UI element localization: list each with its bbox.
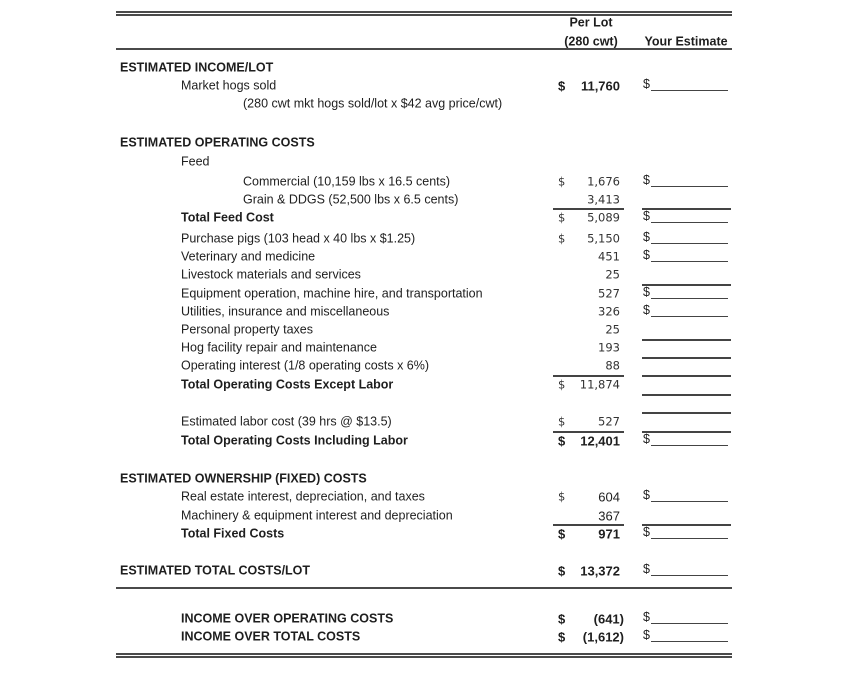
commercial-feed-estimate-field[interactable] xyxy=(643,173,728,188)
fixed-subtotal-rule xyxy=(553,524,624,526)
your-estimate-header: Your Estimate xyxy=(644,34,728,49)
purchase-pigs-estimate-field[interactable] xyxy=(643,230,728,245)
equipment-operation-label: Equipment operation, machine hire, and transportation xyxy=(181,286,483,301)
veterinary-estimate-field[interactable] xyxy=(643,248,728,263)
total-costs-estimate-field[interactable] xyxy=(643,562,728,577)
personal-property-taxes-value: 25 xyxy=(605,322,620,337)
dollar-sign: $ xyxy=(643,173,650,187)
dollar-sign: $ xyxy=(643,562,650,576)
purchase-pigs-label: Purchase pigs (103 head x 40 lbs x $1.25) xyxy=(181,231,416,246)
dollar-sign: $ xyxy=(643,628,650,642)
income-over-total-label: INCOME OVER TOTAL COSTS xyxy=(181,629,361,644)
veterinary-label: Veterinary and medicine xyxy=(181,249,316,264)
dollar-sign: $ xyxy=(643,488,650,502)
equipment-operation-value: 527 xyxy=(598,286,620,301)
dollar-sign: $ xyxy=(643,303,650,317)
market-hogs-value: 11,760 xyxy=(580,78,620,94)
hog-facility-repair-value: 193 xyxy=(598,340,620,355)
dollar-sign: $ xyxy=(558,526,566,542)
labor-cost-label: Estimated labor cost (39 hrs @ $13.5) xyxy=(181,414,392,429)
market-hogs-note: (280 cwt mkt hogs sold/lot x $42 avg price/cwt) xyxy=(243,96,503,111)
utilities-label: Utilities, insurance and miscellaneous xyxy=(181,304,390,319)
personal-property-taxes-label: Personal property taxes xyxy=(181,322,314,337)
equipment-operation-estimate-field[interactable] xyxy=(643,285,728,300)
dollar-sign: $ xyxy=(558,489,566,504)
feed-label: Feed xyxy=(181,154,210,169)
total-feed-cost-value: 5,089 xyxy=(587,210,620,225)
total-feed-cost-label: Total Feed Cost xyxy=(181,210,274,225)
hog-facility-repair-estimate-field[interactable] xyxy=(642,357,731,359)
machinery-label: Machinery & equipment interest and depreciation xyxy=(181,508,453,523)
total-operating-except-labor-value: 11,874 xyxy=(579,377,620,392)
top-double-rule xyxy=(116,11,732,16)
total-fixed-costs-estimate-field[interactable] xyxy=(643,525,728,540)
total-operating-except-labor-label: Total Operating Costs Except Labor xyxy=(181,377,394,392)
dollar-sign: $ xyxy=(558,414,566,429)
labor-subtotal-rule xyxy=(553,431,624,433)
market-hogs-label: Market hogs sold xyxy=(181,78,277,93)
total-costs-value: 13,372 xyxy=(580,563,620,579)
operating-section-title: ESTIMATED OPERATING COSTS xyxy=(120,135,315,150)
veterinary-value: 451 xyxy=(598,249,620,264)
grain-ddgs-value: 3,413 xyxy=(587,192,620,207)
total-fixed-costs-label: Total Fixed Costs xyxy=(181,526,285,541)
income-over-operating-estimate-field[interactable] xyxy=(643,610,728,625)
total-feed-cost-estimate-field[interactable] xyxy=(643,209,728,224)
blank-estimate-field[interactable] xyxy=(642,412,731,414)
dollar-sign: $ xyxy=(558,611,566,627)
income-over-total-value: (1,612) xyxy=(582,629,624,645)
personal-property-taxes-estimate-field[interactable] xyxy=(642,339,731,341)
total-costs-title: ESTIMATED TOTAL COSTS/LOT xyxy=(120,563,311,578)
per-lot-header: Per Lot xyxy=(569,15,613,30)
operating-subtotal-rule xyxy=(553,375,624,377)
total-fixed-costs-value: 971 xyxy=(598,526,620,542)
dollar-sign: $ xyxy=(558,629,566,645)
dollar-sign: $ xyxy=(558,377,566,392)
commercial-feed-label: Commercial (10,159 lbs x 16.5 cents) xyxy=(243,174,451,189)
dollar-sign: $ xyxy=(643,525,650,539)
purchase-pigs-value: 5,150 xyxy=(587,231,620,246)
labor-cost-value: 527 xyxy=(598,414,620,429)
income-section-title: ESTIMATED INCOME/LOT xyxy=(120,60,274,75)
livestock-materials-value: 25 xyxy=(605,267,620,282)
total-costs-rule xyxy=(116,587,732,589)
operating-interest-value: 88 xyxy=(605,358,620,373)
dollar-sign: $ xyxy=(643,248,650,262)
hog-facility-repair-label: Hog facility repair and maintenance xyxy=(181,340,377,355)
per-lot-unit-header: (280 cwt) xyxy=(564,34,618,49)
operating-interest-label: Operating interest (1/8 operating costs x 6%) xyxy=(181,358,430,373)
feed-subtotal-rule xyxy=(553,208,624,210)
livestock-materials-label: Livestock materials and services xyxy=(181,267,361,282)
total-operating-including-labor-estimate-field[interactable] xyxy=(643,432,728,447)
real-estate-label: Real estate interest, depreciation, and taxes xyxy=(181,489,425,504)
income-over-operating-label: INCOME OVER OPERATING COSTS xyxy=(181,611,394,626)
dollar-sign: $ xyxy=(558,563,566,579)
dollar-sign: $ xyxy=(643,610,650,624)
market-hogs-estimate-field[interactable] xyxy=(643,77,728,92)
utilities-value: 326 xyxy=(598,304,620,319)
dollar-sign: $ xyxy=(558,78,566,94)
income-over-operating-value: (641) xyxy=(593,611,624,627)
total-operating-including-labor-value: 12,401 xyxy=(580,433,620,449)
operating-interest-estimate-field[interactable] xyxy=(642,375,731,377)
dollar-sign: $ xyxy=(643,209,650,223)
dollar-sign: $ xyxy=(643,432,650,446)
total-operating-except-labor-estimate-field[interactable] xyxy=(642,394,731,396)
real-estate-estimate-field[interactable] xyxy=(643,488,728,503)
total-operating-including-labor-label: Total Operating Costs Including Labor xyxy=(181,433,408,448)
dollar-sign: $ xyxy=(558,174,566,189)
dollar-sign: $ xyxy=(643,230,650,244)
ownership-section-title: ESTIMATED OWNERSHIP (FIXED) COSTS xyxy=(120,471,367,486)
dollar-sign: $ xyxy=(643,77,650,91)
dollar-sign: $ xyxy=(558,231,566,246)
dollar-sign: $ xyxy=(558,210,566,225)
income-over-total-estimate-field[interactable] xyxy=(643,628,728,643)
real-estate-value: 604 xyxy=(598,489,620,505)
grain-ddgs-label: Grain & DDGS (52,500 lbs x 6.5 cents) xyxy=(243,192,459,207)
machinery-value: 367 xyxy=(598,508,620,524)
dollar-sign: $ xyxy=(558,433,566,449)
dollar-sign: $ xyxy=(643,285,650,299)
bottom-double-rule xyxy=(116,653,732,658)
commercial-feed-value: 1,676 xyxy=(587,174,620,189)
utilities-estimate-field[interactable] xyxy=(643,303,728,318)
